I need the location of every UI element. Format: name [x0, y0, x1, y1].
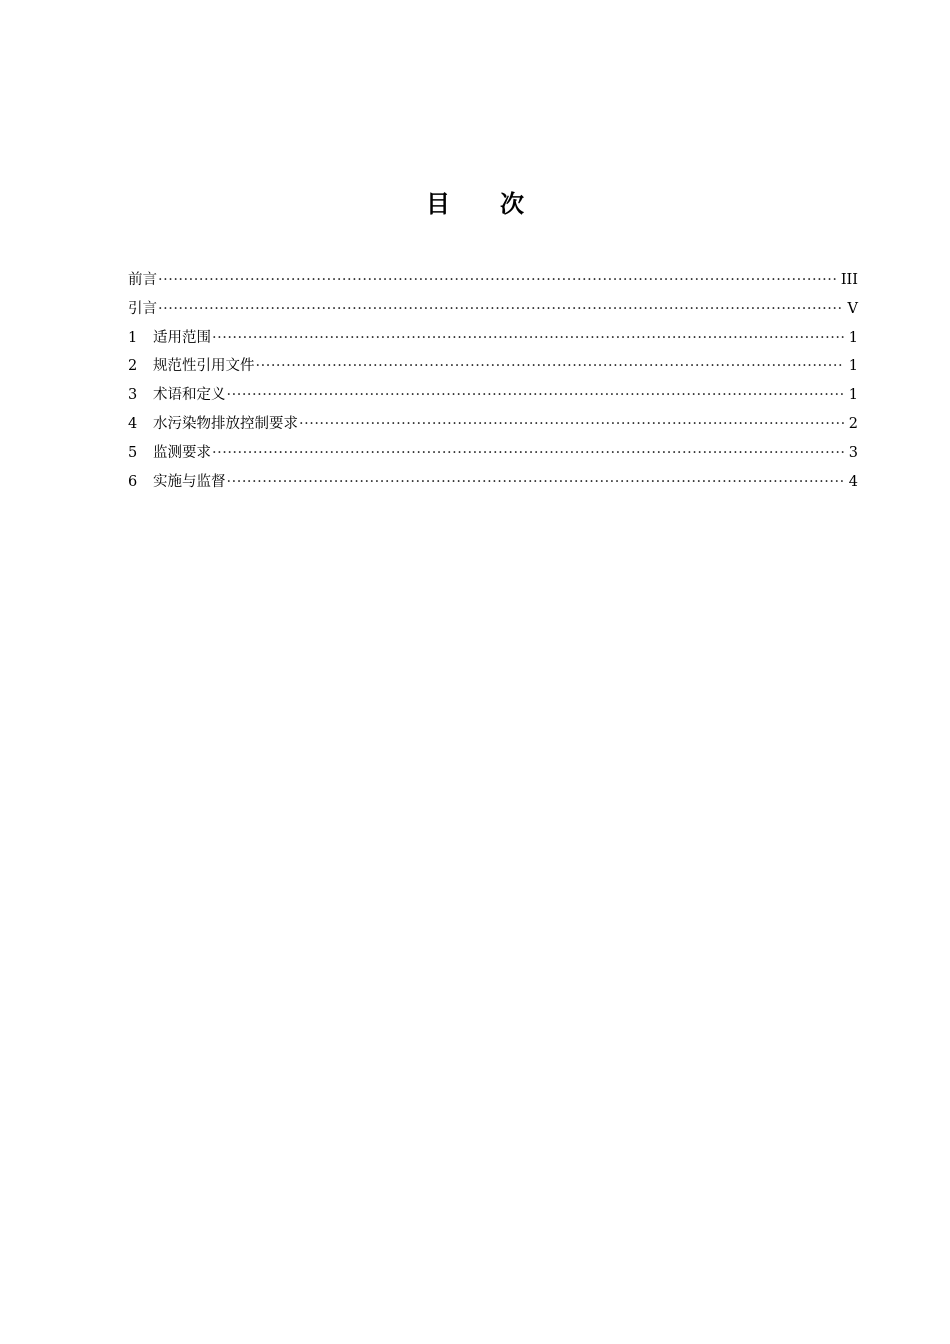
- toc-entry-number: 4: [128, 415, 138, 432]
- toc-entry-page: 1: [848, 387, 858, 404]
- toc-entry-implementation-supervision[interactable]: [128, 468, 858, 497]
- toc-entry-foreword[interactable]: [128, 266, 858, 295]
- toc-entry-introduction[interactable]: [128, 295, 858, 324]
- toc-entry-scope[interactable]: [128, 324, 858, 353]
- toc-entry-label: 前言: [128, 272, 157, 288]
- toc-entry-monitoring-requirements[interactable]: [128, 439, 858, 468]
- toc-dot-leader: [227, 468, 845, 497]
- page-title-char-2: 次: [500, 190, 524, 218]
- toc-entry-page: 3: [848, 444, 858, 461]
- toc-entry-discharge-requirements[interactable]: [128, 410, 858, 439]
- toc-dot-leader: [227, 381, 845, 410]
- toc-dot-leader: [299, 410, 844, 439]
- toc-entry-label: 监测要求: [153, 444, 211, 461]
- toc-entry-label: 实施与监督: [153, 473, 226, 490]
- toc-entry-number: 2: [128, 358, 138, 375]
- toc-entry-label: 水污染物排放控制要求: [153, 415, 298, 432]
- toc-entry-label: 适用范围: [153, 329, 211, 346]
- toc-entry-number: 6: [128, 473, 138, 490]
- page-title: [0, 188, 950, 220]
- toc-entry-page: V: [847, 300, 858, 317]
- toc-dot-leader: [158, 295, 844, 324]
- toc-entry-page: III: [840, 272, 858, 288]
- toc-entry-number: 3: [128, 387, 138, 404]
- toc-dot-leader: [212, 439, 844, 468]
- toc-entry-label: 术语和定义: [153, 387, 226, 404]
- toc-entry-page: 2: [848, 415, 858, 432]
- toc-entry-label: 规范性引用文件: [153, 358, 255, 375]
- toc-dot-leader: [256, 352, 845, 381]
- toc-entry-number: 5: [128, 444, 138, 461]
- toc-entry-number: 1: [128, 329, 138, 346]
- toc-entry-page: 1: [848, 329, 858, 346]
- table-of-contents: [128, 266, 858, 496]
- toc-entry-page: 1: [848, 358, 858, 375]
- toc-entry-label: 引言: [128, 300, 157, 317]
- toc-dot-leader: [212, 324, 844, 353]
- toc-entry-page: 4: [848, 473, 858, 490]
- page-title-char-1: 目: [426, 190, 450, 218]
- toc-entry-normative-references[interactable]: [128, 352, 858, 381]
- toc-entry-terms-definitions[interactable]: [128, 381, 858, 410]
- toc-dot-leader: [158, 266, 837, 295]
